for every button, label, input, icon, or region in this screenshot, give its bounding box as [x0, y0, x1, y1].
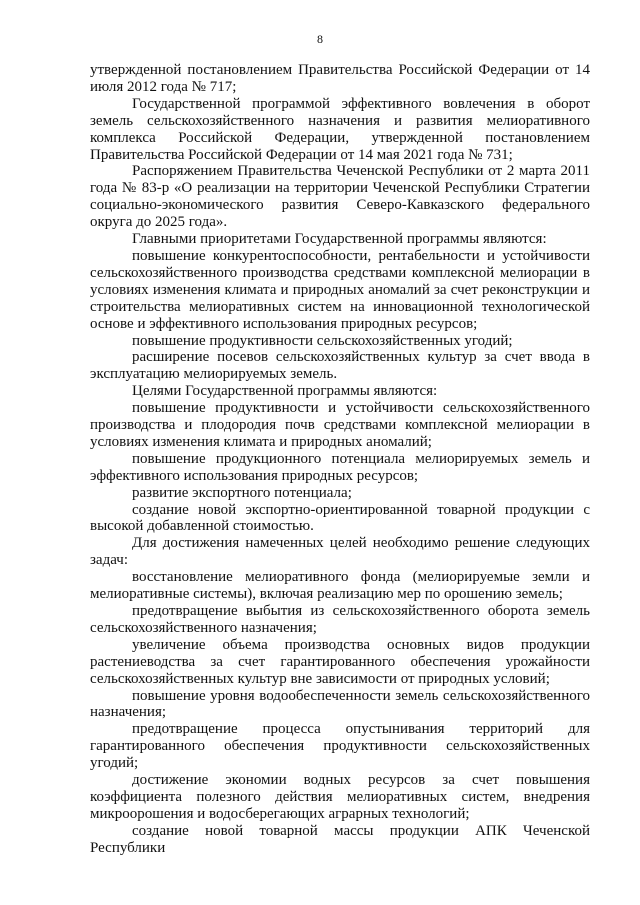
- page-number: 8: [317, 32, 323, 46]
- document-body: [90, 62, 590, 857]
- list-item: повышение конкурентоспособности, рентабельности и устойчивости сельскохозяйственного производства средствами комплексной мелиорации в условиях изменения климата и природных аномалий за счет реконструкции и строительства мелиоративных систем на инновационной технологической основе и эффективного использования природных ресурсов;: [90, 247, 590, 332]
- list-item: развитие экспортного потенциала;: [132, 484, 352, 501]
- list-item: создание новой товарной массы продукции АПК Чеченской Республики: [90, 822, 590, 856]
- list-item: предотвращение выбытия из сельскохозяйственного оборота земель сельскохозяйственного назначения;: [90, 603, 590, 636]
- paragraph-continuation: утвержденной постановлением Правительства Российской Федерации от 14 июля 2012 года № 717;: [90, 62, 590, 95]
- list-item: повышение уровня водообеспеченности земель сельскохозяйственного назначения;: [90, 687, 590, 721]
- list-item: создание новой экспортно-ориентированной товарной продукции с высокой добавленной стоимостью.: [90, 501, 590, 535]
- section-heading-priorities: Главными приоритетами Государственной программы являются:: [132, 231, 547, 248]
- paragraph: Государственной программой эффективного вовлечения в оборот земель сельскохозяйственного назначения и развития мелиоративного комплекса Российской Федерации, утвержденной постановлением Правительства Российской Федерации от 14 мая 2021 года № 731;: [90, 95, 590, 163]
- list-item: повышение продуктивности сельскохозяйственных угодий;: [132, 332, 513, 349]
- list-item: восстановление мелиоративного фонда (мелиорируемые земли и мелиоративные системы), включая реализацию мер по орошению земель;: [90, 569, 590, 603]
- paragraph: Распоряжением Правительства Чеченской Республики от 2 марта 2011 года № 83-р «О реализации на территории Чеченской Республики Стратегии социально-экономического развития Северо-Кавказского федерального округа до 2025 года».: [90, 163, 590, 231]
- list-item: расширение посевов сельскохозяйственных культур за счет ввода в эксплуатацию мелиорируемых земель.: [90, 349, 590, 383]
- list-item: увеличение объема производства основных видов продукции растениеводства за счет гарантированного обеспечения урожайности сельскохозяйственных культур вне зависимости от природных условий;: [90, 636, 590, 687]
- section-heading-goals: Целями Государственной программы являются:: [132, 383, 438, 400]
- list-item: предотвращение процесса опустынивания территорий для гарантированного обеспечения продуктивности сельскохозяйственных угодий;: [90, 721, 590, 772]
- list-item: повышение продукционного потенциала мелиорируемых земель и эффективного использования природных ресурсов;: [90, 450, 590, 484]
- list-item: достижение экономии водных ресурсов за счет повышения коэффициента полезного действия мелиоративных систем, внедрения микроорошения и водосберегающих аграрных технологий;: [90, 772, 590, 822]
- list-item: повышение продуктивности и устойчивости сельскохозяйственного производства и плодородия почв средствами комплексной мелиорации в условиях изменения климата и природных аномалий;: [90, 400, 590, 450]
- section-heading-tasks: Для достижения намеченных целей необходимо решение следующих задач:: [90, 535, 590, 569]
